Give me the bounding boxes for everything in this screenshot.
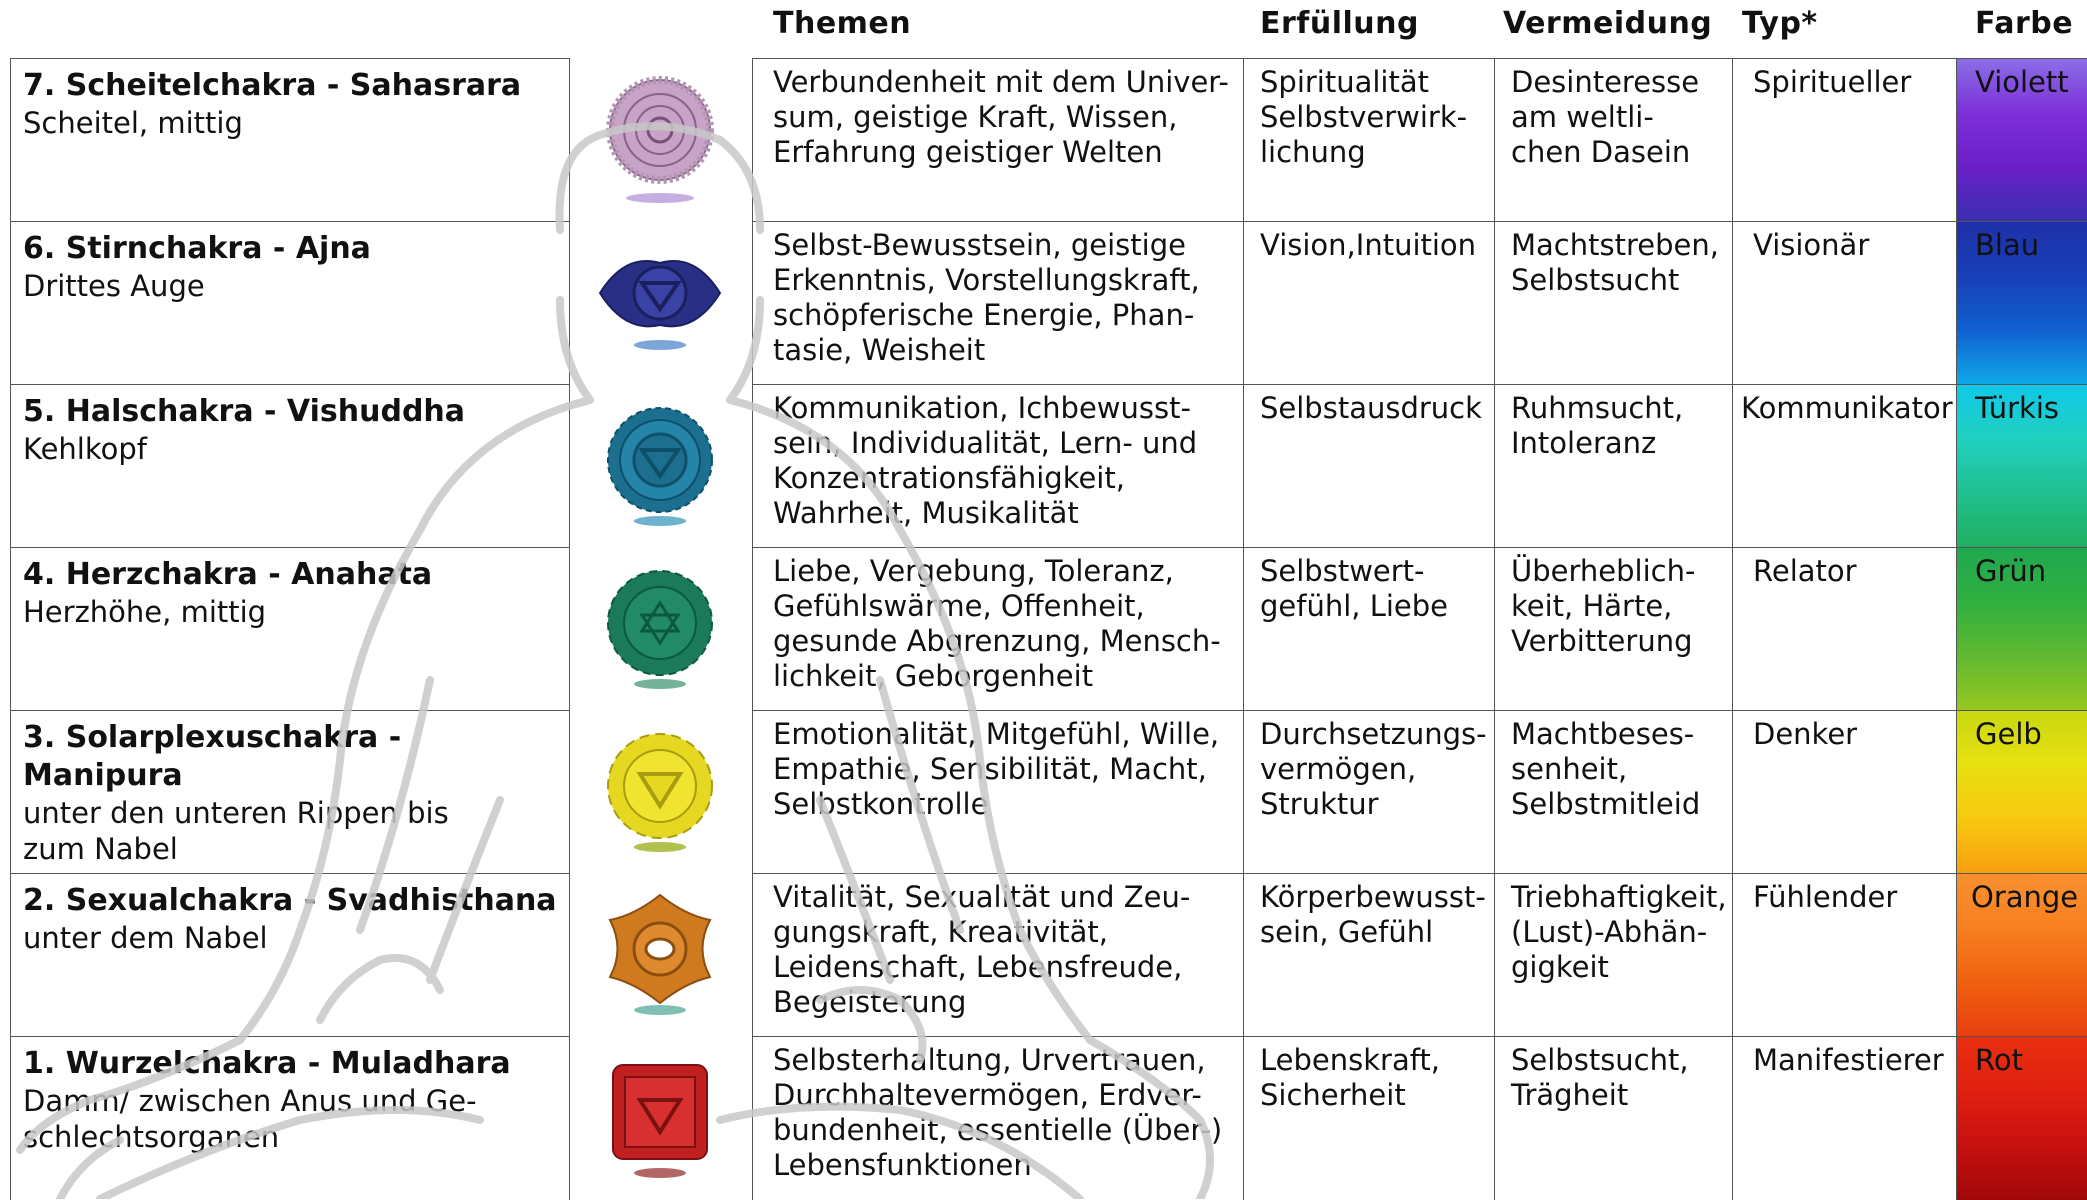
- header-farbe: Farbe: [1975, 6, 2074, 41]
- typ-cell: Relator: [1732, 548, 1956, 710]
- chakra-name: 7. Scheitelchakra - Sahasrara: [23, 68, 522, 103]
- table-row: [752, 548, 2087, 711]
- chakra-icon-column: [575, 58, 745, 1199]
- farbe-cell: [1956, 385, 2087, 547]
- typ-cell: Kommunikator: [1732, 385, 1956, 547]
- farbe-label: Gelb: [1975, 717, 2042, 751]
- farbe-cell: [1956, 1037, 2087, 1200]
- farbe-label: Violett: [1975, 65, 2069, 99]
- ajna-icon: [575, 221, 745, 384]
- chakra-name-row: [10, 222, 570, 385]
- erfuellung-cell: Lebenskraft, Sicherheit: [1243, 1037, 1494, 1200]
- themen-cell: Liebe, Vergebung, Toleranz, Gefühlswärme, Offenheit, gesunde Abgrenzung, Mensch- lichkeit, Geborgenheit: [752, 548, 1243, 710]
- typ-cell: Denker: [1732, 711, 1956, 873]
- table-row: [752, 59, 2087, 222]
- farbe-label: Türkis: [1975, 391, 2059, 425]
- chakra-name-row: [10, 711, 570, 874]
- vermeidung-cell: Machtstreben, Selbstsucht: [1494, 222, 1732, 384]
- themen-cell: Kommunikation, Ichbewusst- sein, Individualität, Lern- und Konzentrationsfähigkeit, Wahrheit, Musikalität: [752, 385, 1243, 547]
- chakra-location: Damm/ zwischen Anus und Ge- schlechtsorganen: [23, 1084, 477, 1154]
- chakra-name-row: [10, 385, 570, 548]
- vermeidung-cell: Ruhmsucht, Intoleranz: [1494, 385, 1732, 547]
- farbe-label: Grün: [1975, 554, 2047, 588]
- themen-cell: Verbundenheit mit dem Univer- sum, geistige Kraft, Wissen, Erfahrung geistiger Welten: [752, 59, 1243, 221]
- erfuellung-cell: Körperbewusst- sein, Gefühl: [1243, 874, 1494, 1036]
- farbe-cell: [1956, 59, 2087, 221]
- themen-cell: Vitalität, Sexualität und Zeu- gungskraft, Kreativität, Leidenschaft, Lebensfreude, Begeisterung: [752, 874, 1243, 1036]
- chakra-name: 4. Herzchakra - Anahata: [23, 557, 433, 592]
- chakra-location: unter den unteren Rippen bis zum Nabel: [23, 796, 449, 866]
- themen-cell: Selbsterhaltung, Urvertrauen, Durchhaltevermögen, Erdver- bundenheit, essentielle (Über-) Lebensfunktionen: [752, 1037, 1243, 1200]
- vermeidung-cell: Selbstsucht, Trägheit: [1494, 1037, 1732, 1200]
- table-row: [752, 1037, 2087, 1200]
- vishuddha-icon: [575, 384, 745, 547]
- chakra-location: Drittes Auge: [23, 269, 205, 303]
- chakra-name-row: [10, 548, 570, 711]
- erfuellung-cell: Selbstausdruck: [1243, 385, 1494, 547]
- erfuellung-cell: Durchsetzungs- vermögen, Struktur: [1243, 711, 1494, 873]
- manipura-icon: [575, 710, 745, 873]
- themen-cell: Selbst-Bewusstsein, geistige Erkenntnis, Vorstellungskraft, schöpferische Energie, Phan- tasie, Weisheit: [752, 222, 1243, 384]
- erfuellung-cell: Spiritualität Selbstverwirk- lichung: [1243, 59, 1494, 221]
- header-vermeidung: Vermeidung: [1503, 6, 1713, 41]
- chakra-name: 3. Solarplexuschakra - Manipura: [23, 720, 402, 793]
- table-row: [752, 874, 2087, 1037]
- chakra-name-row: [10, 59, 570, 222]
- table-row: [752, 222, 2087, 385]
- chakra-name: 1. Wurzelchakra - Muladhara: [23, 1046, 511, 1081]
- typ-cell: Spiritueller: [1732, 59, 1956, 221]
- vermeidung-cell: Machtbeses- senheit, Selbstmitleid: [1494, 711, 1732, 873]
- chakra-name: 2. Sexualchakra - Svadhisthana: [23, 883, 557, 918]
- muladhara-icon: [575, 1036, 745, 1199]
- typ-cell: Manifestierer: [1732, 1037, 1956, 1200]
- typ-cell: Fühlender: [1732, 874, 1956, 1036]
- chakra-name-row: [10, 1037, 570, 1200]
- farbe-cell: [1956, 548, 2087, 710]
- themen-cell: Emotionalität, Mitgefühl, Wille, Empathie, Sensibilität, Macht, Selbstkontrolle: [752, 711, 1243, 873]
- chakra-location: Herzhöhe, mittig: [23, 595, 267, 629]
- table-row: [752, 711, 2087, 874]
- table-row: [752, 385, 2087, 548]
- chakra-table: [752, 58, 2087, 1200]
- header-themen: Themen: [773, 6, 912, 41]
- chakra-location: Scheitel, mittig: [23, 106, 243, 140]
- vermeidung-cell: Überheblich- keit, Härte, Verbitterung: [1494, 548, 1732, 710]
- farbe-cell: [1956, 711, 2087, 873]
- farbe-label: Blau: [1975, 228, 2040, 262]
- header-erfuellung: Erfüllung: [1260, 6, 1419, 41]
- chakra-name: 5. Halschakra - Vishuddha: [23, 394, 466, 429]
- header-typ: Typ*: [1742, 6, 1818, 41]
- vermeidung-cell: Desinteresse am weltli- chen Dasein: [1494, 59, 1732, 221]
- chakra-name-column: [10, 58, 570, 1200]
- farbe-cell: [1956, 874, 2087, 1036]
- sahasrara-icon: [575, 58, 745, 221]
- typ-cell: Visionär: [1732, 222, 1956, 384]
- chakra-location: unter dem Nabel: [23, 921, 268, 955]
- farbe-label: Rot: [1975, 1043, 2023, 1077]
- erfuellung-cell: Selbstwert- gefühl, Liebe: [1243, 548, 1494, 710]
- erfuellung-cell: Vision,Intuition: [1243, 222, 1494, 384]
- anahata-icon: [575, 547, 745, 710]
- chakra-name-row: [10, 874, 570, 1037]
- vermeidung-cell: Triebhaftigkeit, (Lust)-Abhän- gigkeit: [1494, 874, 1732, 1036]
- farbe-cell: [1956, 222, 2087, 384]
- chakra-location: Kehlkopf: [23, 432, 147, 466]
- svadhisthana-icon: [575, 873, 745, 1036]
- chakra-name: 6. Stirnchakra - Ajna: [23, 231, 371, 266]
- farbe-label: Orange: [1971, 880, 2079, 914]
